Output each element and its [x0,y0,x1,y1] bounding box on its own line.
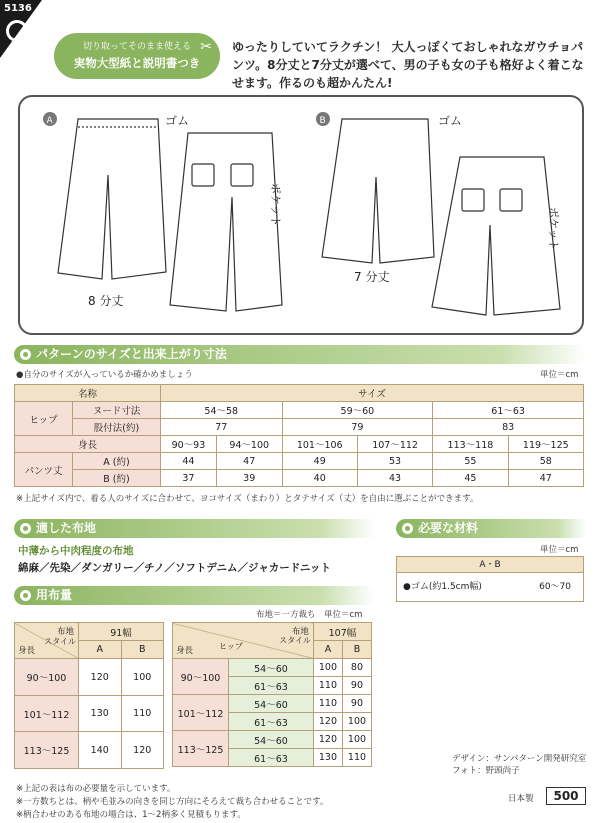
fabric-list [18,543,331,577]
yardage-table-107: 布地 スタイル ヒップ 身長 107幅 A B 90〜100 54〜60 100 80 61〜63 110 90 101〜112 54〜60 110 90 61〜63 120 100 113〜125 54〜60 120 100 61〜63 130 110 [172,622,372,767]
intro-text: ゆったりしていてラクチン！ 大人っぽくておしゃれなガウチョパンツ。8分丈と7分丈が選べて、男の子も女の子も格好よく着こなせます。作るのも超かんたん! [232,40,584,90]
badge-title: 実物大型紙と説明書つき [73,56,201,70]
scissors-icon: ✂ [200,39,212,55]
pattern-number: 5136 [4,3,32,14]
label-b-text: B [319,116,326,126]
size-footnote: ※上記サイズ内で、着る人のサイズに合わせて、ヨコサイズ（まわり）とタテサイズ（丈）を自由に選ぶことができます。 [16,494,479,504]
section-yardage: 用布量 [14,586,374,605]
length-label-b: 7 分丈 [354,270,390,284]
illustration-panel [18,95,584,335]
fabric-types: 綿麻／先染／ダンガリー／チノ／ソフトデニム／ジャカードニット [18,562,331,574]
section-material: 必要な材料 [396,519,586,538]
material-item: ●ゴム(約1.5cm幅) [403,582,482,592]
section-size: パターンのサイズと出来上がり寸法 [14,345,586,364]
pocket-label-b: ポケット [547,207,560,251]
pattern-included-badge [54,33,220,79]
material-row [397,573,583,601]
pocket-label-a: ポケット [269,183,282,227]
length-label-a: 8 分丈 [88,294,124,308]
pants-illustrations [20,97,586,337]
size-table: 名称 サイズ ヒップ ヌード寸法 54〜58 59〜60 61〜63 股付法(約) 77 79 83 身長 90〜93 94〜100 101〜106 107〜112 113〜118 119〜125 パンツ丈 A (約) 44 47 49 53 55 58 B (約) 37 39 40 43 45 47 [14,384,584,487]
badge-subtitle: 切り取ってそのまま使える [82,42,191,52]
material-value: 60〜70 [539,582,571,592]
material-header: A・B [397,557,583,573]
made-in-label: 日本製 [508,794,534,804]
elastic-label-b: ゴム [438,114,463,128]
price-tag: 500 [546,787,586,805]
material-unit: 単位＝cm [540,545,579,555]
footnote-1: ※上記の表は布の必要量を示しています。 [16,784,176,794]
footnote-3: ※柄合わせのある布地の場合は、1〜2柄多く見積もります。 [16,810,246,820]
material-box [396,556,584,602]
credit-photo: フォト：野頭尚子 [452,766,520,776]
footnote-2: ※一方数ちとは、柄や毛並みの向きを同じ方向にそろえて裁ち合わせることです。 [16,797,329,807]
yardage-table-91: 布地 スタイル 身長 91幅 A B 90〜100 120 100 101〜112 130 110 113〜125 140 120 [14,622,164,769]
size-unit: 単位＝cm [540,370,579,380]
brand-logo-icon [6,20,28,42]
elastic-label-a: ゴム [165,114,190,128]
size-check-note: ●自分のサイズが入っているか確かめましょう [16,370,193,380]
yardage-meta: 布地＝一方裁ち 単位＝cm [256,610,363,620]
fabric-weight: 中薄から中肉程度の布地 [18,545,134,557]
section-fabric: 適した布地 [14,519,374,538]
label-a-text: A [46,116,53,126]
credit-design: デザイン：サンパターン開発研究室 [452,754,587,764]
